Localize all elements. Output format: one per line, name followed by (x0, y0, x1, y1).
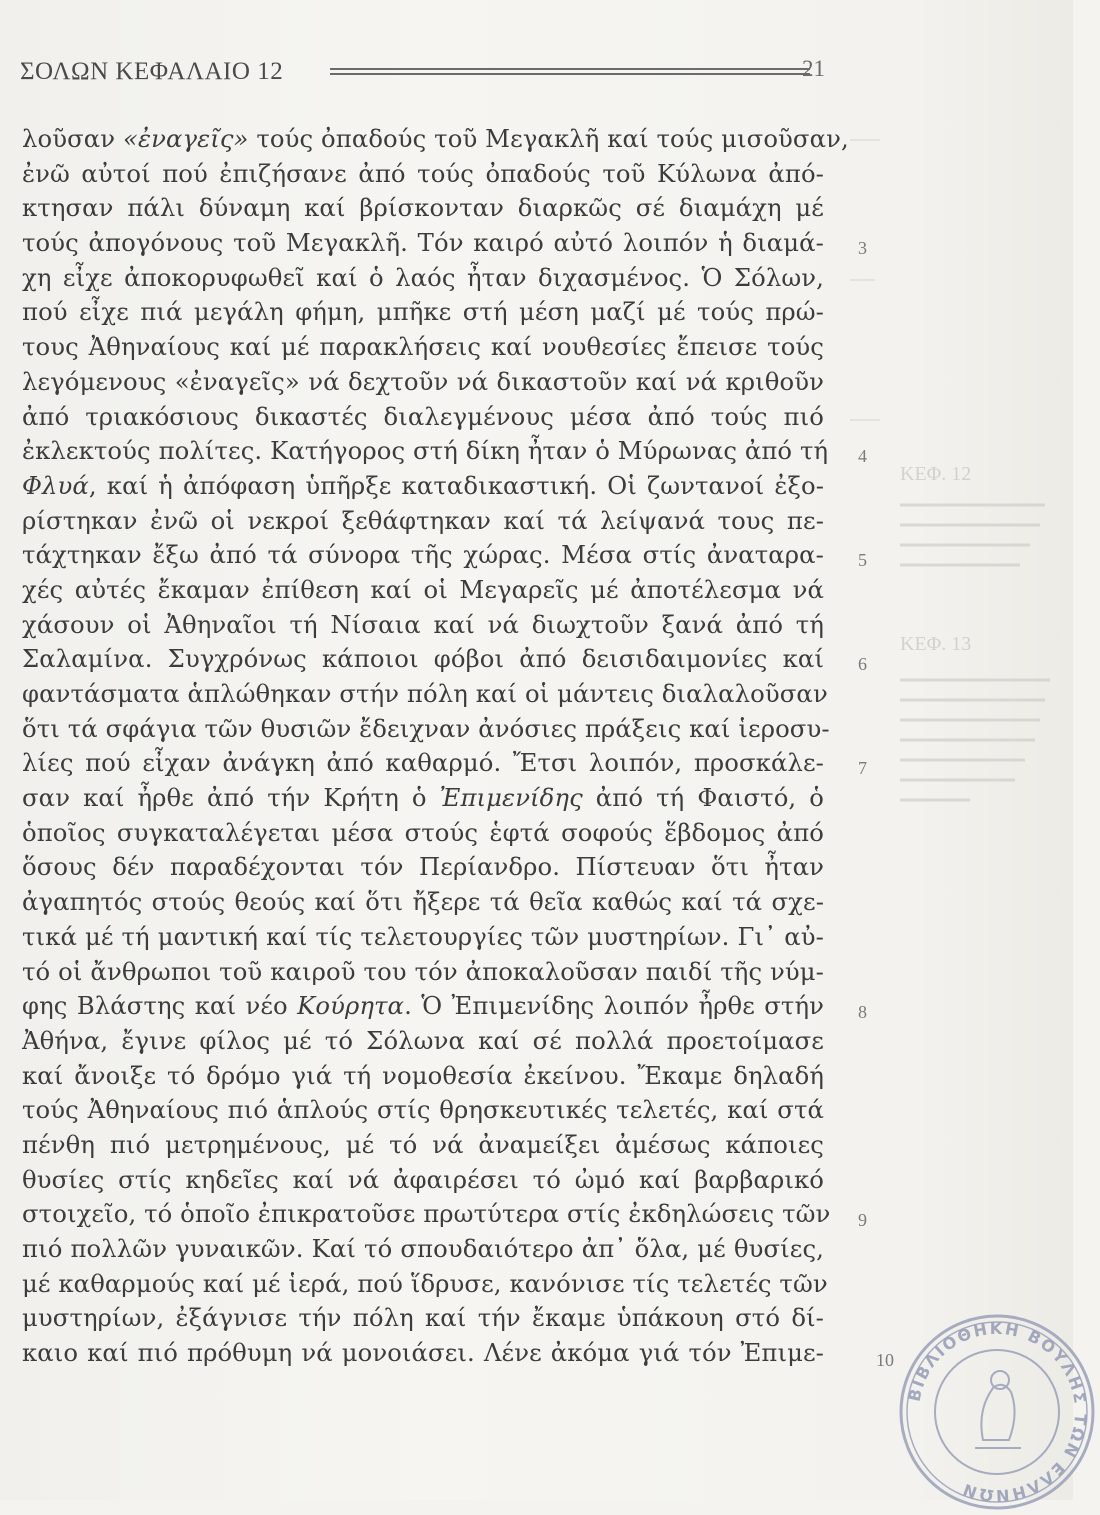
text-line: ἐνῶ αὐτοί πού ἐπιζήσανε ἀπό τούς ὀπαδούς τοῦ Κύλωνα ἀπό- (22, 158, 824, 188)
running-head (20, 58, 825, 94)
margin-number: 5 (858, 550, 867, 570)
text-line: καιο καί πιό πρόθυμη νά μονοιάσει. Λένε ἀκόμα γιά τόν Ἐπιμε- (22, 1338, 824, 1368)
text-line: ἀπό τριακόσιους δικαστές διαλεγμένους μέσα ἀπό τούς πιό (22, 401, 824, 431)
text-line: κτησαν πάλι δύναμη καί βρίσκονταν διαρκῶς σέ διαμάχη μέ (22, 193, 824, 223)
text-line: ἐκλεκτούς πολίτες. Κατήγορος στή δίκη ἦταν ὁ Μύρωνας ἀπό τή (22, 436, 829, 466)
text-line: τό οἱ ἄνθρωποι τοῦ καιροῦ του τόν ἀποκαλοῦσαν παιδί τῆς νύμ- (22, 956, 824, 986)
text-line: πού εἶχε πιά μεγάλη φήμη, μπῆκε στή μέση μαζί μέ τούς πρώ- (22, 297, 824, 327)
page-number: 21 (802, 56, 825, 81)
bleed-heading: ΚΕΦ. 13 (900, 633, 972, 655)
text-line: τους Ἀθηναίους καί μέ παρακλήσεις καί νουθεσίες ἔπεισε τούς (22, 332, 824, 362)
text-line: χη εἶχε ἀποκορυφωθεῖ καί ὁ λαός ἦταν διχασμένος. Ὁ Σόλων, (22, 262, 824, 292)
text-line: σαν καί ἦρθε ἀπό τήν Κρήτη ὁ Ἐπιμενίδης ἀπό τή Φαιστό, ὁ (22, 783, 824, 813)
text-line: Ἀθήνα, ἔγινε φίλος μέ τό Σόλωνα καί σέ πολλά προετοίμασε (22, 1025, 824, 1055)
text-line: ὅσους δέν παραδέχονται τόν Περίανδρο. Πίστευαν ὅτι ἦταν (22, 852, 824, 882)
margin-number: 6 (858, 654, 867, 674)
stamp-text: ΒΙΒΛΙΟΘΗΚΗ ΒΟΥΛΗΣ ΤΩΝ ΕΛΛΗΝΩΝ (904, 1318, 1091, 1506)
margin-number: 9 (858, 1210, 867, 1230)
chapter-title: ΣΟΛΩΝ ΚΕΦΑΛΑΙΟ 12 (20, 58, 284, 85)
text-line: Φλυά, καί ἡ ἀπόφαση ὑπῆρξε καταδικαστική. Οἱ ζωντανοί ἐξο- (22, 470, 824, 500)
margin-number: 3 (858, 238, 867, 258)
text-line: πένθη πιό μετρημένους, μέ τό νά ἀναμείξει ἀμέσως κάποιες (22, 1129, 824, 1159)
text-line: ὁποῖος συγκαταλέγεται μέσα στούς ἑφτά σοφούς ἕβδομος ἀπό (22, 817, 824, 847)
text-line: μυστηρίων, ἐξάγνισε τήν πόλη καί τήν ἔκαμε ὑπάκουη στό δί- (22, 1303, 824, 1333)
text-line: ὅτι τά σφάγια τῶν θυσιῶν ἔδειχναν ἀνόσιες πράξεις καί ἱεροσυ- (22, 713, 830, 743)
margin-number: 7 (858, 758, 867, 778)
text-line: Σαλαμίνα. Συγχρόνως κάποιοι φόβοι ἀπό δεισιδαιμονίες καί (22, 644, 824, 674)
text-line: λεγόμενους «ἐναγεῖς» νά δεχτοῦν νά δικαστοῦν καί νά κριθοῦν (22, 366, 824, 396)
text-line: θυσίες στίς κηδεῖες καί νά ἀφαιρέσει τό ὠμό καί βαρβαρικό (22, 1164, 824, 1194)
header-rule (330, 68, 810, 80)
text-line: πιό πολλῶν γυναικῶν. Καί τό σπουδαιότερο ἀπ᾽ ὅλα, μέ θυσίες, (22, 1234, 824, 1263)
text-line: μέ καθαρμούς καί μέ ἱερά, πού ἵδρυσε, κανόνισε τίς τελετές τῶν (22, 1268, 828, 1298)
margin-number: 4 (858, 446, 867, 466)
body-text (22, 122, 849, 1371)
text-line: λίες πού εἶχαν ἀνάγκη ἀπό καθαρμό. Ἔτσι λοιπόν, προσκάλε- (22, 748, 824, 778)
text-line: τούς Ἀθηναίους πιό ἁπλούς στίς θρησκευτικές τελετές, καί στά (22, 1095, 824, 1125)
text-line: καί ἄνοιξε τό δρόμο γιά τή νομοθεσία ἐκείνου. Ἔκαμε δηλαδή (22, 1060, 824, 1090)
library-stamp (895, 1310, 1100, 1515)
text-line: τούς ἀπογόνους τοῦ Μεγακλῆ. Τόν καιρό αὐτό λοιπόν ἡ διαμά- (22, 228, 824, 258)
text-line: ρίστηκαν ἐνῶ οἱ νεκροί ξεθάφτηκαν καί τά λείψανά τους πε- (22, 505, 824, 535)
text-line: τικά μέ τή μαντική καί τίς τελετουργίες τῶν μυστηρίων. Γι᾽ αὐ- (22, 921, 824, 951)
text-line: ἀγαπητός στούς θεούς καί ὅτι ἤξερε τά θεῖα καθώς καί τά σχε- (22, 887, 824, 917)
text-line: χάσουν οἱ Ἀθηναῖοι τή Νίσαια καί νά διωχτοῦν ξανά ἀπό τή (22, 609, 824, 639)
margin-number: 8 (858, 1002, 867, 1022)
margin-number: 10 (876, 1350, 894, 1370)
text-line: λοῦσαν «ἐναγεῖς» τούς ὀπαδούς τοῦ Μεγακλῆ καί τούς μισοῦσαν, (22, 124, 849, 153)
text-line: χές αὐτές ἔκαμαν ἐπίθεση καί οἱ Μεγαρεῖς μέ ἀποτέλεσμα νά (22, 574, 824, 604)
text-line: φαντάσματα ἁπλώθηκαν στήν πόλη καί οἱ μάντεις διαλαλοῦσαν (22, 679, 828, 708)
show-through-text (850, 0, 1073, 1500)
text-line: τάχτηκαν ἔξω ἀπό τά σύνορα τῆς χώρας. Μέσα στίς ἀναταρα- (22, 540, 824, 570)
text-line: στοιχεῖο, τό ὁποῖο ἐπικρατοῦσε πρωτύτερα στίς ἐκδηλώσεις τῶν (22, 1199, 831, 1229)
bleed-heading: ΚΕΦ. 12 (900, 463, 972, 485)
text-line: φης Βλάστης καί νέο Κούρητα. Ὁ Ἐπιμενίδης λοιπόν ἦρθε στήν (22, 991, 824, 1021)
